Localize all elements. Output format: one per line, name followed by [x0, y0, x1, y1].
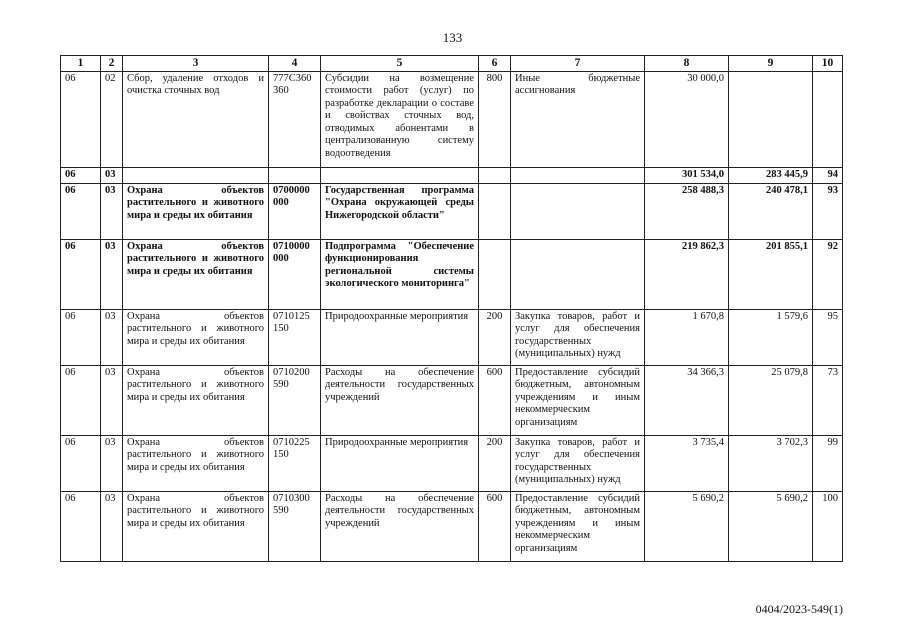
cell-col-8: 1 670,8: [645, 309, 729, 365]
cell-col-1: 06: [61, 167, 101, 183]
cell-col-7: Предоставление субсидий бюджетным, автономным учреждениям и иным некоммерческим организациям: [511, 491, 645, 561]
cell-col-3: [123, 167, 269, 183]
cell-col-10: 92: [813, 239, 843, 309]
table-row: [61, 71, 843, 167]
cell-col-10: 100: [813, 491, 843, 561]
cell-col-8: 5 690,2: [645, 491, 729, 561]
cell-col-3: Охрана объектов растительного и животного мира и среды их обитания: [123, 309, 269, 365]
cell-col-9: 1 579,6: [729, 309, 813, 365]
cell-col-1: 06: [61, 491, 101, 561]
cell-col-5: Подпрограмма "Обеспечение функционирования региональной системы экологического мониторинга": [321, 239, 479, 309]
cell-col-2: 02: [101, 71, 123, 167]
cell-col-4: [269, 167, 321, 183]
cell-col-5: Государственная программа "Охрана окружающей среды Нижегородской области": [321, 183, 479, 239]
cell-col-7: Предоставление субсидий бюджетным, автономным учреждениям и иным некоммерческим организациям: [511, 365, 645, 435]
table-body: [61, 71, 843, 561]
cell-col-5: Природоохранные мероприятия: [321, 309, 479, 365]
col-header: 10: [813, 56, 843, 72]
cell-col-2: 03: [101, 491, 123, 561]
cell-col-9: 283 445,9: [729, 167, 813, 183]
cell-col-7: Закупка товаров, работ и услуг для обеспечения государственных (муниципальных) нужд: [511, 309, 645, 365]
cell-col-1: 06: [61, 71, 101, 167]
table-row: [61, 167, 843, 183]
col-header: 3: [123, 56, 269, 72]
cell-col-5: Расходы на обеспечение деятельности государственных учреждений: [321, 365, 479, 435]
page-number: 133: [442, 30, 463, 45]
col-header: 8: [645, 56, 729, 72]
cell-col-8: 34 366,3: [645, 365, 729, 435]
cell-col-4: 0710300 590: [269, 491, 321, 561]
cell-col-3: Охрана объектов растительного и животного мира и среды их обитания: [123, 435, 269, 491]
cell-col-10: 94: [813, 167, 843, 183]
cell-col-6: 600: [479, 365, 511, 435]
col-header: 7: [511, 56, 645, 72]
cell-col-2: 03: [101, 183, 123, 239]
cell-col-4: 0710125 150: [269, 309, 321, 365]
cell-col-3: Охрана объектов растительного и животного мира и среды их обитания: [123, 239, 269, 309]
cell-col-1: 06: [61, 435, 101, 491]
document-code: 0404/2023-549(1): [755, 602, 843, 616]
cell-col-3: Охрана объектов растительного и животного мира и среды их обитания: [123, 365, 269, 435]
cell-col-4: 0700000 000: [269, 183, 321, 239]
col-header: 1: [61, 56, 101, 72]
cell-col-4: 0710200 590: [269, 365, 321, 435]
cell-col-6: 200: [479, 435, 511, 491]
cell-col-2: 03: [101, 167, 123, 183]
col-header: 2: [101, 56, 123, 72]
cell-col-4: 777С360 360: [269, 71, 321, 167]
cell-col-4: 0710000 000: [269, 239, 321, 309]
cell-col-9: 3 702,3: [729, 435, 813, 491]
cell-col-2: 03: [101, 435, 123, 491]
cell-col-6: 600: [479, 491, 511, 561]
col-header: 6: [479, 56, 511, 72]
col-header: 5: [321, 56, 479, 72]
cell-col-5: Природоохранные мероприятия: [321, 435, 479, 491]
cell-col-3: Охрана объектов растительного и животного мира и среды их обитания: [123, 183, 269, 239]
cell-col-7: Закупка товаров, работ и услуг для обеспечения государственных (муниципальных) нужд: [511, 435, 645, 491]
cell-col-6: [479, 183, 511, 239]
cell-col-10: 99: [813, 435, 843, 491]
cell-col-5: Субсидии на возмещение стоимости работ (услуг) по разработке декларации о составе и свойствах сточных вод, отводимых абонентами в централизованную систему водоотведения: [321, 71, 479, 167]
cell-col-3: Сбор, удаление отходов и очистка сточных вод: [123, 71, 269, 167]
cell-col-7: [511, 183, 645, 239]
table-row: [61, 183, 843, 239]
cell-col-10: 93: [813, 183, 843, 239]
table-row: [61, 239, 843, 309]
cell-col-10: 95: [813, 309, 843, 365]
cell-col-8: 301 534,0: [645, 167, 729, 183]
cell-col-10: [813, 71, 843, 167]
cell-col-8: 3 735,4: [645, 435, 729, 491]
cell-col-6: 200: [479, 309, 511, 365]
table-row: [61, 309, 843, 365]
cell-col-1: 06: [61, 183, 101, 239]
budget-table: [60, 55, 843, 562]
cell-col-6: 800: [479, 71, 511, 167]
cell-col-9: 5 690,2: [729, 491, 813, 561]
cell-col-2: 03: [101, 239, 123, 309]
col-header: 4: [269, 56, 321, 72]
cell-col-10: 73: [813, 365, 843, 435]
cell-col-7: [511, 167, 645, 183]
table-row: [61, 365, 843, 435]
col-header: 9: [729, 56, 813, 72]
header-row: [61, 56, 843, 72]
cell-col-3: Охрана объектов растительного и животного мира и среды их обитания: [123, 491, 269, 561]
cell-col-4: 0710225 150: [269, 435, 321, 491]
table-row: [61, 435, 843, 491]
table-row: [61, 491, 843, 561]
cell-col-8: 219 862,3: [645, 239, 729, 309]
cell-col-7: [511, 239, 645, 309]
cell-col-5: Расходы на обеспечение деятельности государственных учреждений: [321, 491, 479, 561]
cell-col-8: 30 000,0: [645, 71, 729, 167]
cell-col-7: Иные бюджетные ассигнования: [511, 71, 645, 167]
cell-col-6: [479, 239, 511, 309]
cell-col-9: [729, 71, 813, 167]
cell-col-2: 03: [101, 365, 123, 435]
cell-col-6: [479, 167, 511, 183]
cell-col-1: 06: [61, 365, 101, 435]
cell-col-5: [321, 167, 479, 183]
cell-col-1: 06: [61, 309, 101, 365]
cell-col-9: 240 478,1: [729, 183, 813, 239]
cell-col-8: 258 488,3: [645, 183, 729, 239]
cell-col-9: 25 079,8: [729, 365, 813, 435]
cell-col-1: 06: [61, 239, 101, 309]
cell-col-9: 201 855,1: [729, 239, 813, 309]
cell-col-2: 03: [101, 309, 123, 365]
